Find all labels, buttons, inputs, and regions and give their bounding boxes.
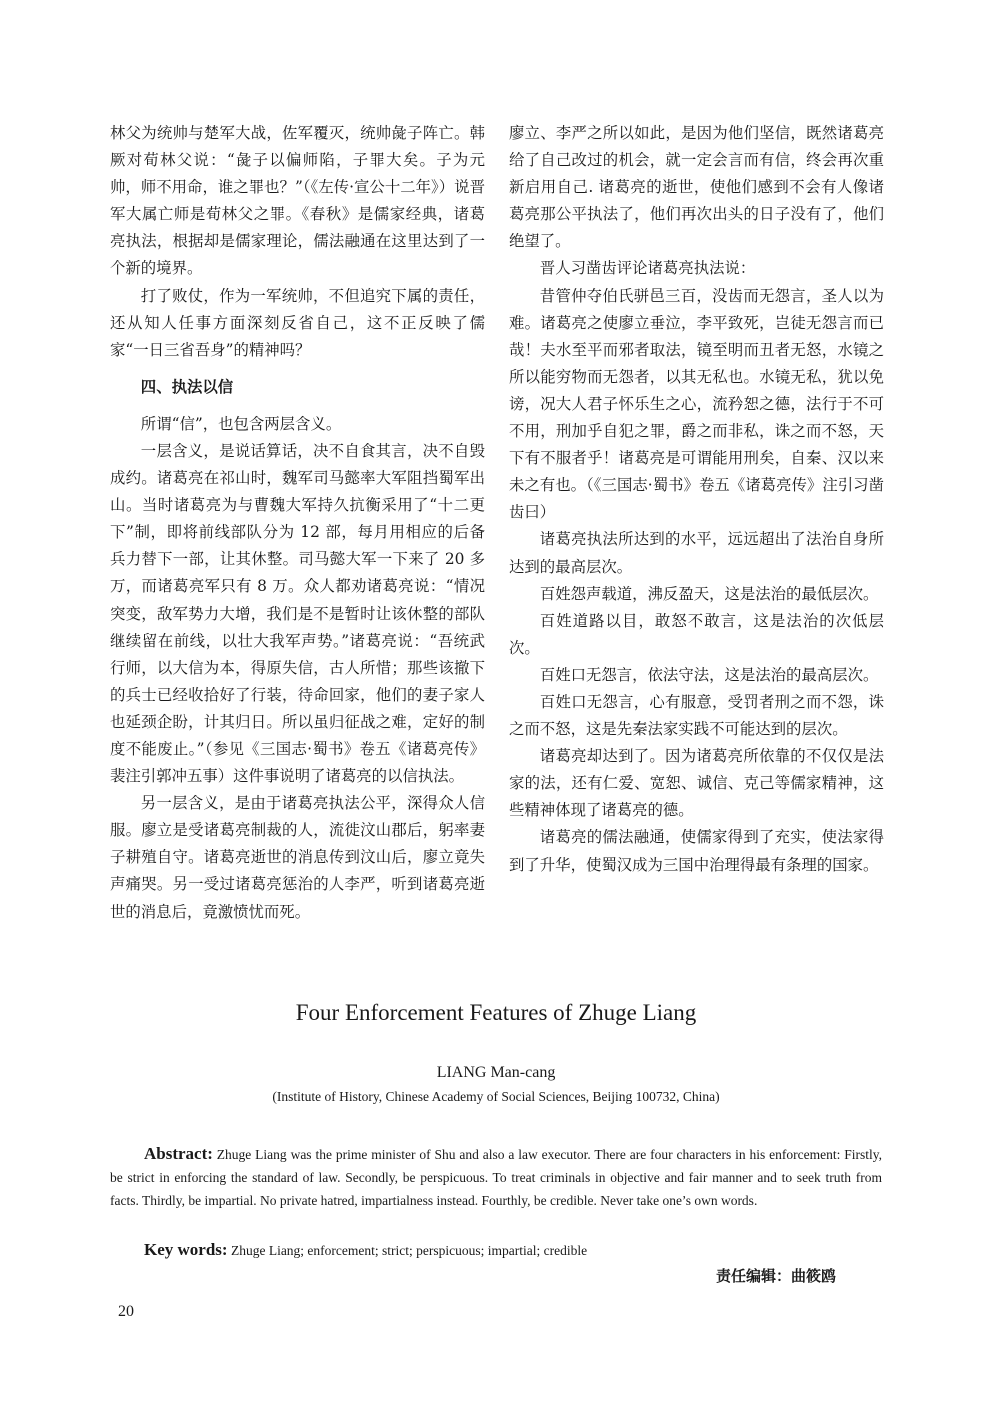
english-title: Four Enforcement Features of Zhuge Liang: [295, 1000, 697, 1025]
left-paragraph-3: 所谓“信”，也包含两层含义。: [140, 414, 342, 433]
right-paragraph-8: 百姓口无怨言，心有服意，受罚者刑之而不怨，诛之而不怒，这是先秦法家实践不可能达到的层次。: [509, 692, 884, 739]
right-paragraph-3: 昔管仲夺伯氏骈邑三百，没齿而无怨言，圣人以为难。诸葛亮之使廖立垂泣，李平致死，岂徒无怨言而已哉！夫水至平而邪者取法，镜至明而丑者无怒，水镜之所以能穷物而无怨者，以其无私也。水镜无私，犹以免谤，况大人君子怀乐生之心，流矜恕之德，法行于不可不用，刑加乎自犯之罪，爵之而非私，诛之而不怒，天下有不服者乎！诸葛亮是可谓能用刑矣，自秦、汉以来未之有也。（《三国志·蜀书》卷五《诸葛亮传》注引习凿齿曰）: [509, 286, 884, 522]
keywords-label: Key words:: [144, 1240, 228, 1259]
page-number: 20: [118, 1303, 134, 1320]
right-paragraph-9: 诸葛亮却达到了。因为诸葛亮所依靠的不仅仅是法家的法，还有仁爱、宽恕、诚信、克己等儒家精神，这些精神体现了诸葛亮的德。: [509, 747, 884, 820]
left-paragraph-4: 一层含义，是说话算话，决不自食其言，决不自毁成约。诸葛亮在祁山时，魏军司马懿率大军阻挡蜀军出山。当时诸葛亮为与曹魏大军持久抗衡采用了“十二更下”制，即将前线部队分为 12 部，每月用相应的后备兵力替下一部，让其休整。司马懿大军一下来了 20 多万，而诸葛亮军只有 8 万。众人都劝诸葛亮说：“情况突变，敌军势力大增，我们是不是暂时让该休整的部队继续留在前线，以壮大我军声势。”诸葛亮说：“吾统武行师，以大信为本，得原失信，古人所惜；那些该撤下的兵士已经收拾好了行装，待命回家，他们的妻子家人也延颈企盼，计其归日。所以虽归征战之难，定好的制度不能废止。”（参见《三国志·蜀书》卷五《诸葛亮传》裴注引郭冲五事）这件事说明了诸葛亮的以信执法。: [110, 441, 485, 786]
right-paragraph-5: 百姓怨声载道，沸反盈天，这是法治的最低层次。: [539, 584, 879, 603]
english-affiliation: (Institute of History, Chinese Academy of Social Sciences, Beijing 100732, China): [272, 1089, 720, 1104]
right-column: [509, 120, 884, 879]
abstract-text: Zhuge Liang was the prime minister of Shu and also a law executor. There are four characters in his enforcement: Firstly, be strict in enforcing the standard of law. Secondly, be perspicuous. To treat criminals in objective and fair manner and to seek truth from facts. Thirdly, be impartial. No private hatred, impartialness instead. Fourthly, be credible. Never take one’s own words.: [110, 1147, 882, 1208]
right-paragraph-7: 百姓口无怨言，依法守法，这是法治的最高层次。: [539, 665, 879, 684]
keywords: [110, 1238, 882, 1262]
keywords-text: Zhuge Liang; enforcement; strict; perspicuous; impartial; credible: [227, 1243, 588, 1258]
left-paragraph-5: 另一层含义，是由于诸葛亮执法公平，深得众人信服。廖立是受诸葛亮制裁的人，流徙汶山郡后，躬率妻子耕殖自守。诸葛亮逝世的消息传到汶山后，廖立竟失声痛哭。另一受过诸葛亮惩治的人李严，听到诸葛亮逝世的消息后，竟激愤忧而死。: [110, 794, 485, 921]
responsible-editor: 责任编辑：曲筱鸥: [716, 1267, 837, 1285]
right-paragraph-6: 百姓道路以目，敢怒不敢言，这是法治的次低层次。: [509, 611, 884, 657]
english-author: LIANG Man-cang: [436, 1064, 556, 1081]
abstract: [110, 1142, 882, 1212]
abstract-label: Abstract:: [144, 1144, 213, 1163]
right-paragraph-1: 廖立、李严之所以如此，是因为他们坚信，既然诸葛亮给了自己改过的机会，就一定会言而有信，终会再次重新启用自己. 诸葛亮的逝世，使他们感到不会有人像诸葛亮那公平执法了，他们再次出头的日子没有了，他们绝望了。: [509, 124, 884, 251]
left-column: [110, 120, 485, 926]
left-paragraph-1: 林父为统帅与楚军大战，佐军覆灭，统帅彘子阵亡。韩厥对荀林父说：“彘子以偏师陷，子罪大矣。子为元帅，师不用命，谁之罪也？”（《左传·宣公十二年》）说晋军大属亡师是荀林父之罪。《春秋》是儒家经典，诸葛亮执法，根据却是儒家理论，儒法融通在这里达到了一个新的境界。: [110, 124, 485, 278]
section-heading: 四、执法以信: [140, 377, 234, 396]
right-paragraph-4: 诸葛亮执法所达到的水平，远远超出了法治自身所达到的最高层次。: [509, 530, 884, 576]
right-paragraph-2: 晋人习凿齿评论诸葛亮执法说：: [539, 259, 756, 278]
left-paragraph-2: 打了败仗，作为一军统帅，不但追究下属的责任，还从知人任事方面深刻反省自己，这不正反映了儒家“一日三省吾身”的精神吗？: [110, 286, 485, 359]
right-paragraph-10: 诸葛亮的儒法融通，使儒家得到了充实，使法家得到了升华，使蜀汉成为三国中治理得最有条理的国家。: [509, 828, 884, 874]
